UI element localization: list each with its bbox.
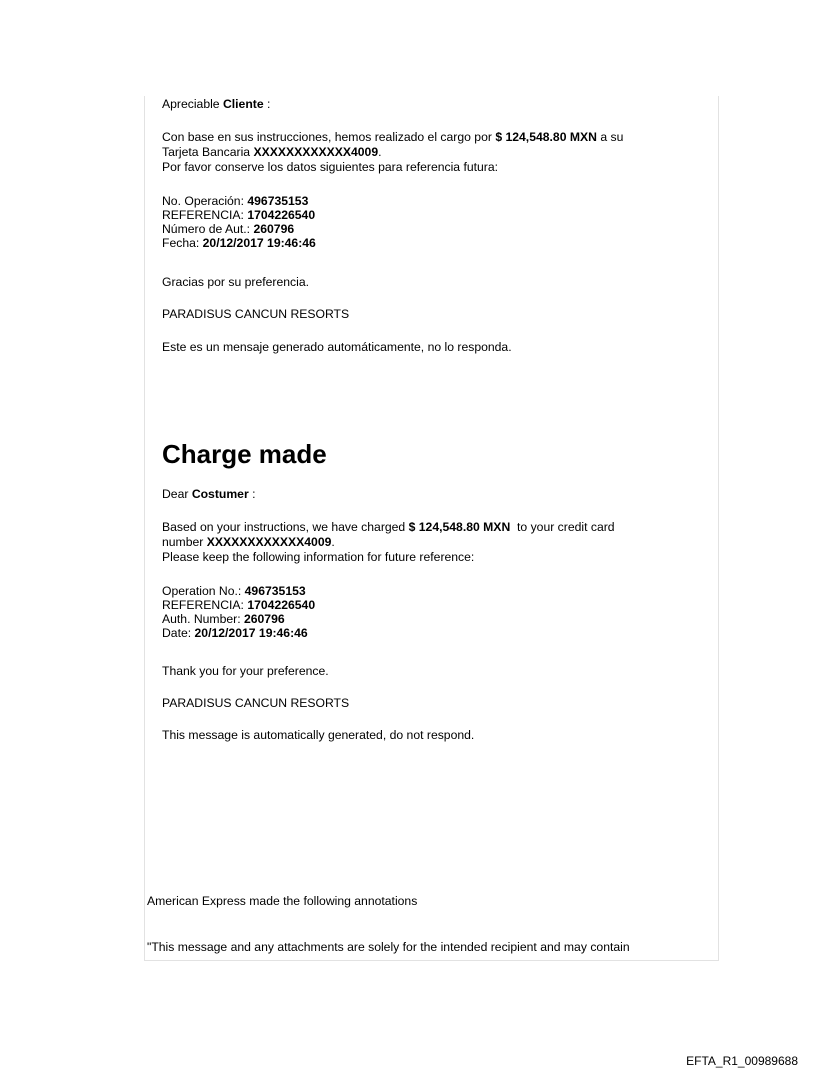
spanish-thanks: Gracias por su preferencia. xyxy=(162,275,309,289)
spanish-operation: No. Operación: 496735153 xyxy=(162,194,309,208)
english-intro-line-1: Based on your instructions, we have charged $ 124,548.80 MXN to your credit card xyxy=(162,520,615,534)
spanish-date: Fecha: 20/12/2017 19:46:46 xyxy=(162,236,316,250)
spanish-auth: Número de Aut.: 260796 xyxy=(162,222,295,236)
english-reference: REFERENCIA: 1704226540 xyxy=(162,598,316,612)
spanish-intro-line-3: Por favor conserve los datos siguientes para referencia futura: xyxy=(162,160,499,174)
english-company: PARADISUS CANCUN RESORTS xyxy=(162,696,350,710)
english-title: Charge made xyxy=(162,439,327,469)
english-thanks: Thank you for your preference. xyxy=(162,664,329,678)
english-intro-line-3: Please keep the following information for future reference: xyxy=(162,550,475,564)
spanish-intro-line-1: Con base en sus instrucciones, hemos realizado el cargo por $ 124,548.80 MXN a su xyxy=(162,130,624,144)
english-auth: Auth. Number: 260796 xyxy=(162,612,285,626)
english-date: Date: 20/12/2017 19:46:46 xyxy=(162,626,308,640)
spanish-company: PARADISUS CANCUN RESORTS xyxy=(162,307,350,321)
spanish-auto-message: Este es un mensaje generado automáticamente, no lo responda. xyxy=(162,340,512,354)
spanish-greeting: Apreciable Cliente : xyxy=(162,97,271,111)
spanish-intro-line-2: Tarjeta Bancaria XXXXXXXXXXXX4009. xyxy=(162,145,382,159)
english-operation: Operation No.: 496735153 xyxy=(162,584,306,598)
document-id: EFTA_R1_00989688 xyxy=(686,1054,798,1068)
english-auto-message: This message is automatically generated, do not respond. xyxy=(162,728,475,742)
annotations-disclaimer: "This message and any attachments are solely for the intended recipient and may contain xyxy=(147,940,630,954)
annotations-header: American Express made the following annotations xyxy=(147,894,418,908)
spanish-reference: REFERENCIA: 1704226540 xyxy=(162,208,316,222)
english-greeting: Dear Costumer : xyxy=(162,487,256,501)
english-intro-line-2: number XXXXXXXXXXXX4009. xyxy=(162,535,335,549)
